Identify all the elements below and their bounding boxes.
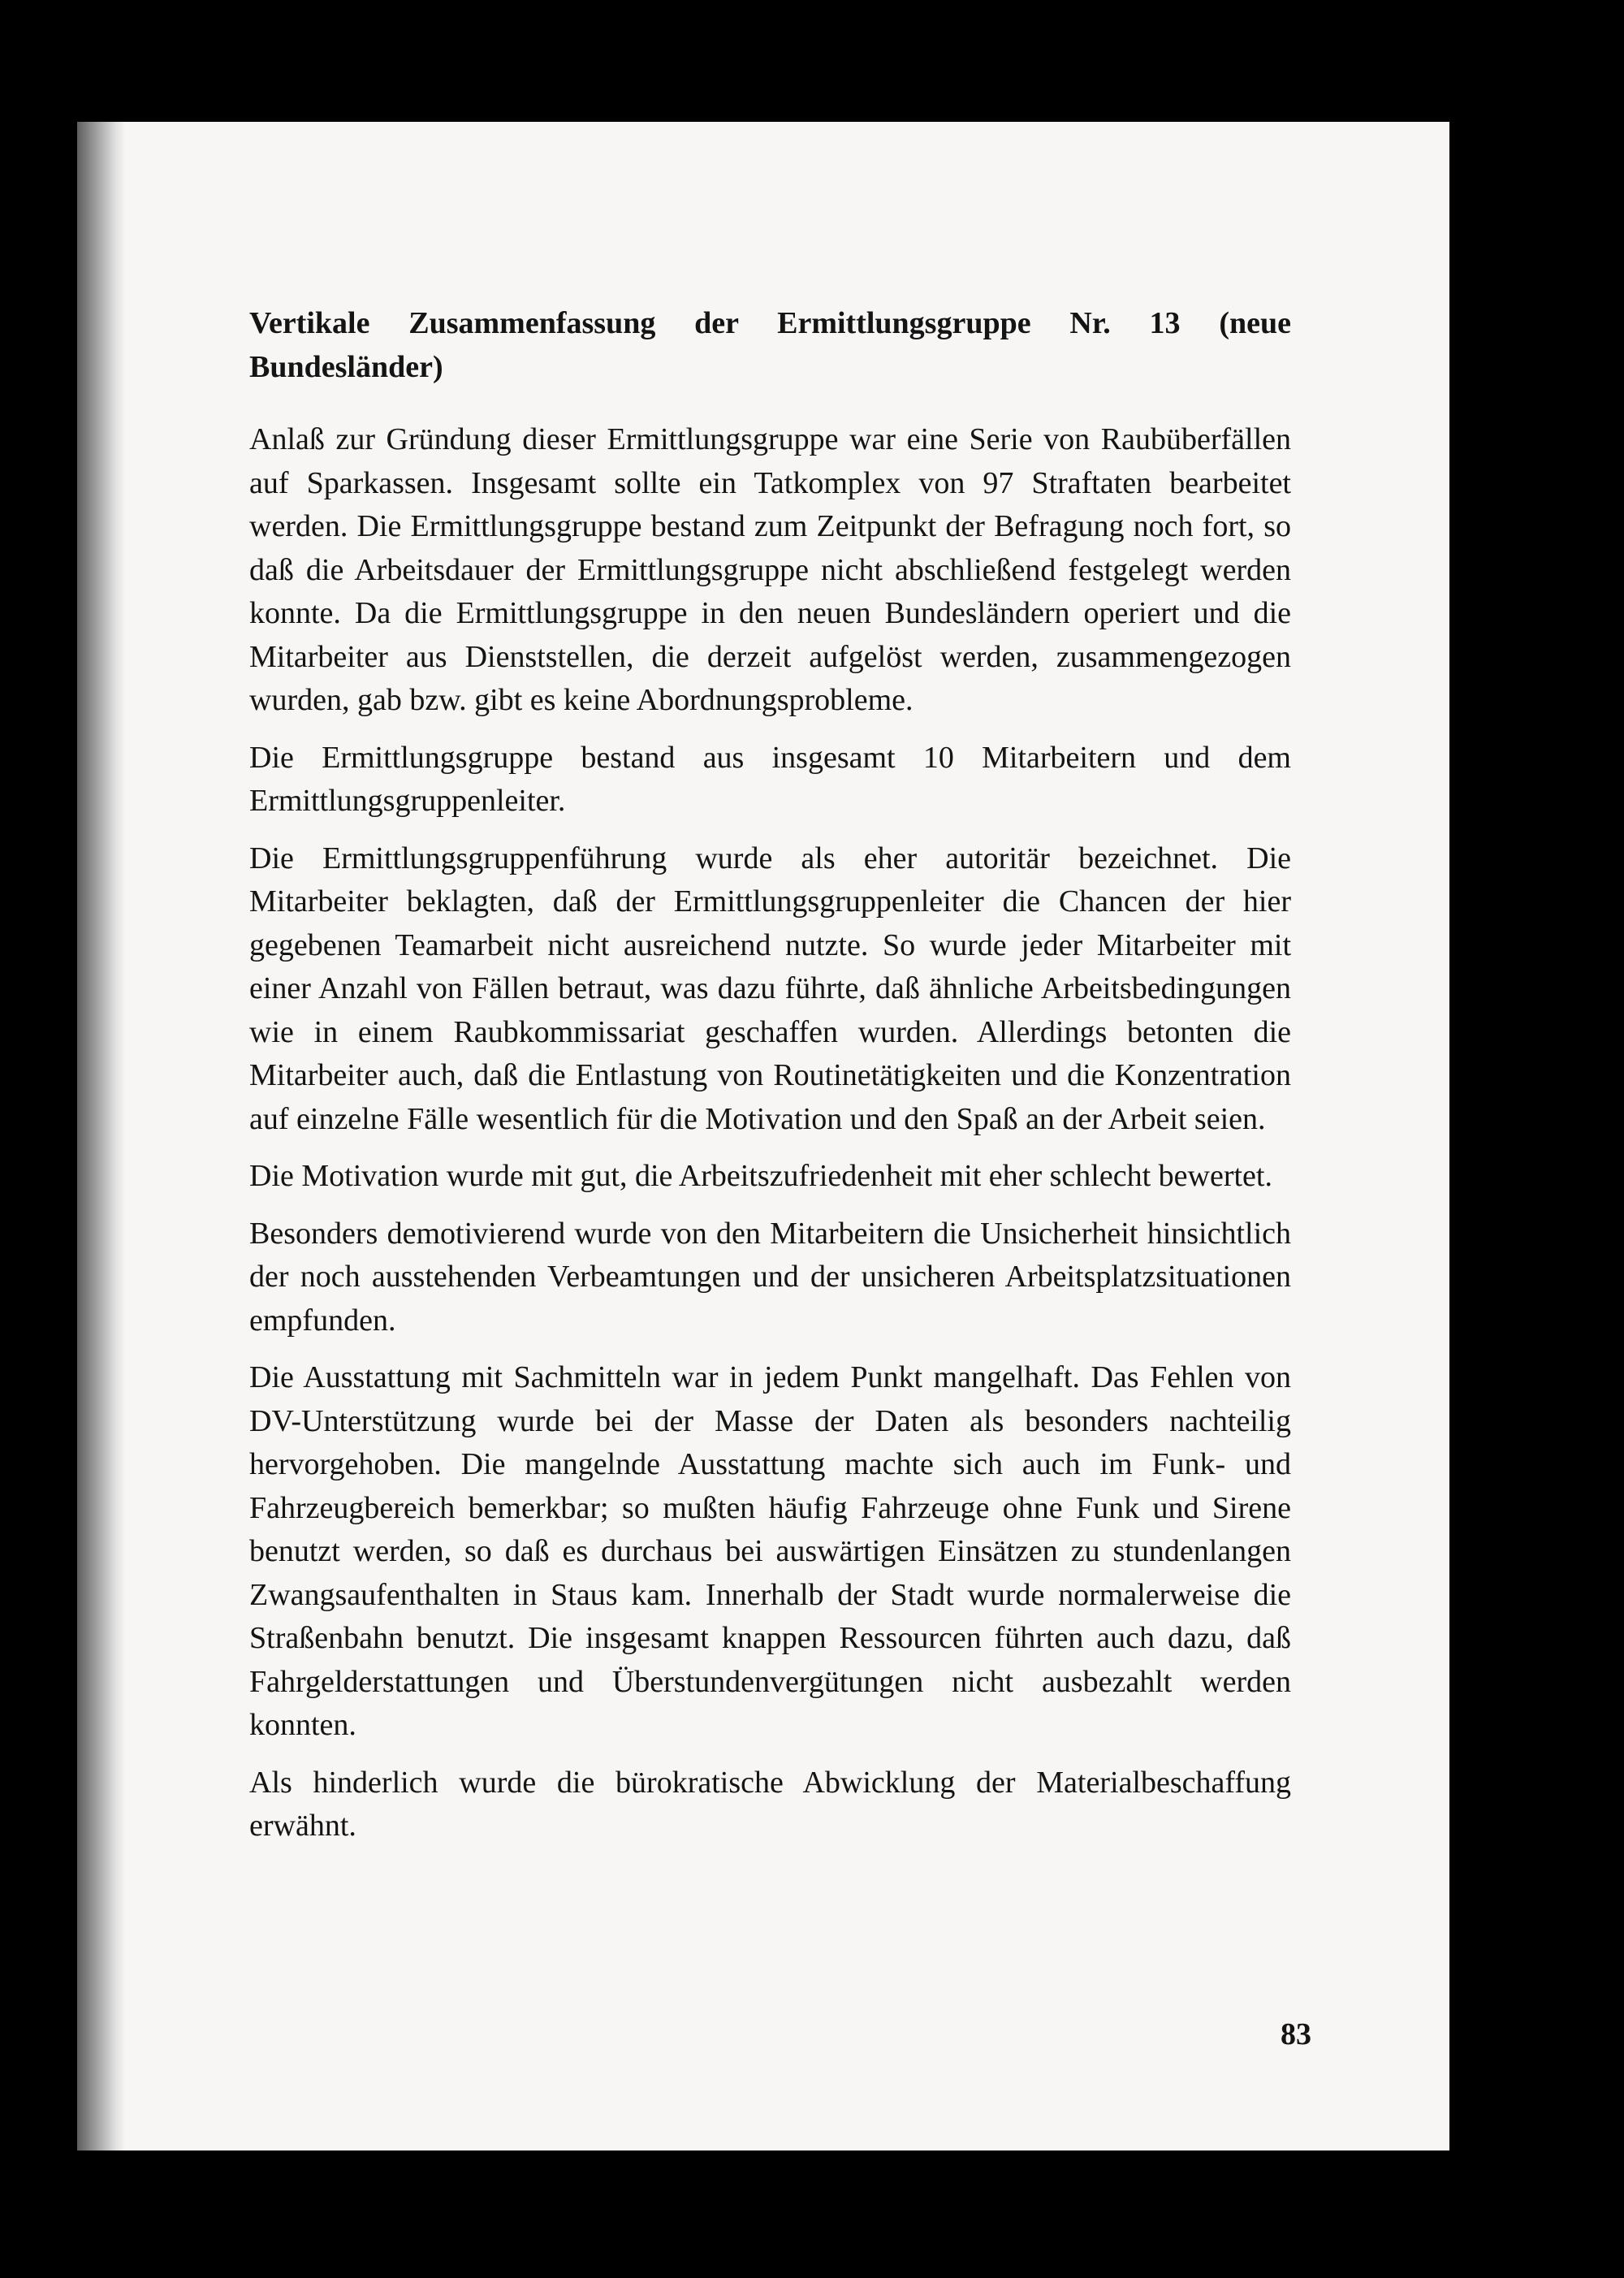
paragraph-team-size: Die Ermittlungsgruppe bestand aus insgesamt 10 Mitarbeitern und dem Ermittlungsgruppenleiter.	[249, 740, 1291, 818]
page-gutter-shadow	[77, 122, 126, 2150]
paragraph-founding: Anlaß zur Gründung dieser Ermittlungsgruppe war eine Serie von Raubüberfällen auf Sparkassen. Insgesamt sollte ein Tatkomplex von 97 Straftaten bearbeitet werden. Die Ermittlungsgruppe bestand zum Zeitpunkt der Befragung noch fort, so daß die Arbeitsdauer der Ermittlungsgruppe nicht abschließend festgelegt werden konnte. Da die Ermittlungsgruppe in den neuen Bundesländern operiert und die Mitarbeiter aus Dienststellen, die derzeit aufgelöst werden, zusammengezogen wurden, gab bzw. gibt es keine Abordnungsprobleme.	[249, 422, 1291, 717]
paragraph-demotivation: Besonders demotivierend wurde von den Mitarbeitern die Unsicherheit hinsichtlich der noch ausstehenden Verbeamtungen und der unsicheren Arbeitsplatzsituationen empfunden.	[249, 1216, 1291, 1338]
paragraph-leadership: Die Ermittlungsgruppenführung wurde als eher autoritär bezeichnet. Die Mitarbeiter beklagten, daß der Ermittlungsgruppenleiter die Chancen der hier gegebenen Teamarbeit nicht ausreichend nutzte. So wurde jeder Mitarbeiter mit einer Anzahl von Fällen betraut, was dazu führte, daß ähnliche Arbeitsbedingungen wie in einem Raubkommissariat geschaffen wurden. Allerdings betonten die Mitarbeiter auch, daß die Entlastung von Routinetätigkeiten und die Konzentration auf einzelne Fälle wesentlich für die Motivation und den Spaß an der Arbeit seien.	[249, 841, 1291, 1136]
page-text-block	[249, 302, 1291, 1862]
section-heading: Vertikale Zusammenfassung der Ermittlungsgruppe Nr. 13 (neue Bundesländer)	[249, 306, 1291, 384]
book-page	[77, 122, 1449, 2150]
paragraph-equipment: Die Ausstattung mit Sachmitteln war in jedem Punkt mangelhaft. Das Fehlen von DV-Unterstützung wurde bei der Masse der Daten als besonders nachteilig hervorgehoben. Die mangelnde Ausstattung machte sich auch im Funk- und Fahrzeugbereich bemerkbar; so mußten häufig Fahrzeuge ohne Funk und Sirene benutzt werden, so daß es durchaus bei auswärtigen Einsätzen zu stundenlangen Zwangsaufenthalten in Staus kam. Innerhalb der Stadt wurde normalerweise die Straßenbahn benutzt. Die insgesamt knappen Ressourcen führten auch dazu, daß Fahrgelderstattungen und Überstundenvergütungen nicht ausbezahlt werden konnten.	[249, 1360, 1291, 1742]
paragraph-motivation: Die Motivation wurde mit gut, die Arbeitszufriedenheit mit eher schlecht bewertet.	[249, 1159, 1272, 1193]
page-number: 83	[1281, 2017, 1311, 2051]
paragraph-bureaucracy: Als hinderlich wurde die bürokratische Abwicklung der Materialbeschaffung erwähnt.	[249, 1765, 1291, 1843]
